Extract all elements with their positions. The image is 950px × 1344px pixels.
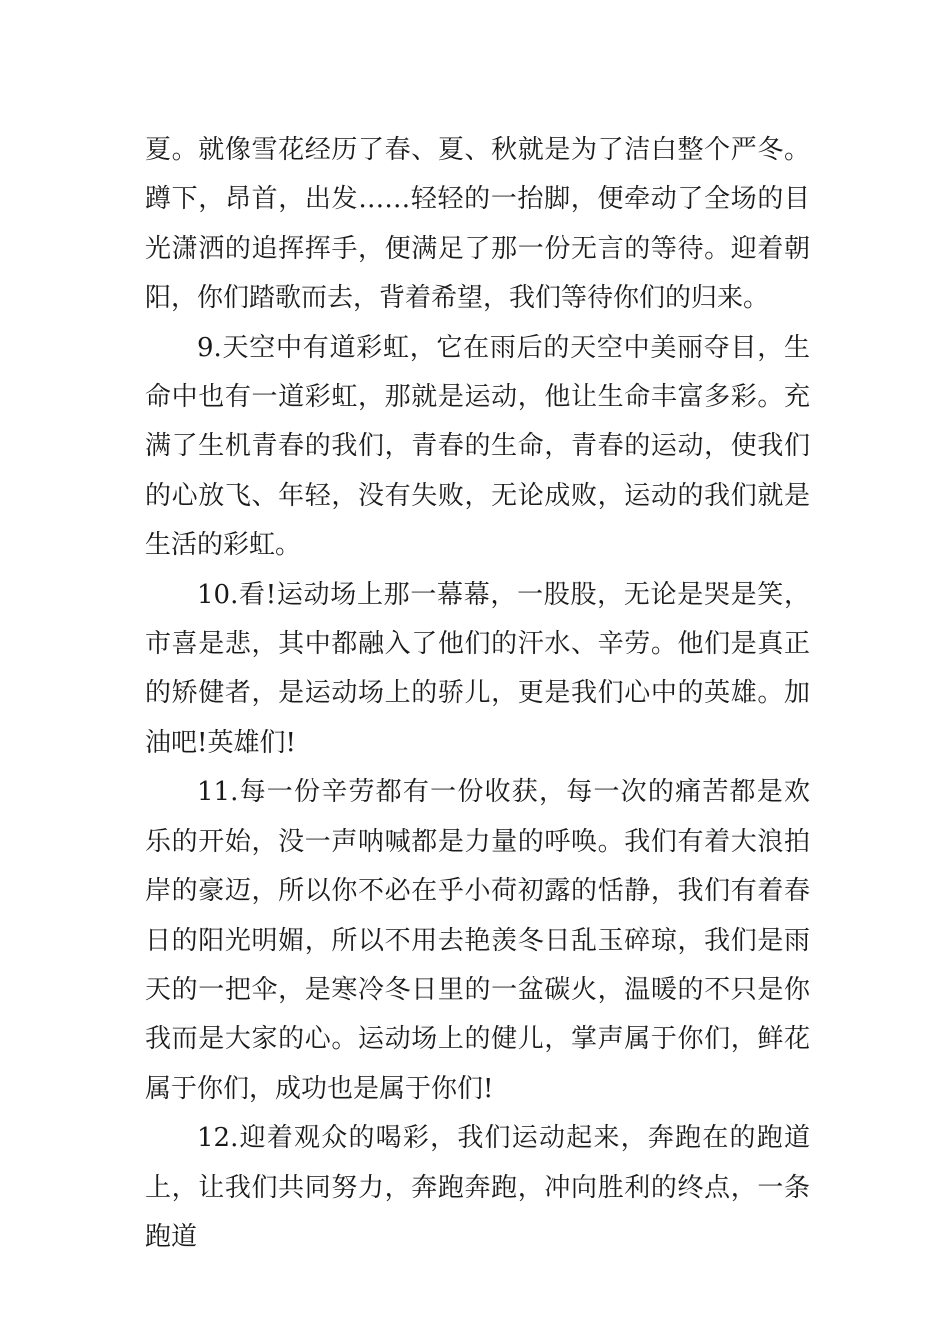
paragraph-continuation: 夏。就像雪花经历了春、夏、秋就是为了洁白整个严冬。蹲下，昂首，出发……轻轻的一抬脚，便牵动了全场的目光潇洒的追挥挥手，便满足了那一份无言的等待。迎着朝阳，你们踏歌而去，背着希望，我们等待你们的归来。 <box>145 135 810 314</box>
paragraph-item-11: 11.每一份辛劳都有一份收获，每一次的痛苦都是欢乐的开始，没一声呐喊都是力量的呼唤。我们有着大浪拍岸的豪迈，所以你不必在乎小荷初露的恬静，我们有着春日的阳光明媚，所以不用去艳羡冬日乱玉碎琼，我们是雨天的一把伞，是寒冷冬日里的一盆碳火，温暖的不只是你我而是大家的心。运动场上的健儿，掌声属于你们，鲜花属于你们，成功也是属于你们! <box>145 777 810 1104</box>
paragraph-item-9: 9.天空中有道彩虹，它在雨后的天空中美丽夺目，生命中也有一道彩虹，那就是运动，他让生命丰富多彩。充满了生机青春的我们，青春的生命，青春的运动，使我们的心放飞、年轻，没有失败，无论成败，运动的我们就是生活的彩虹。 <box>145 332 810 561</box>
paragraph-item-12: 12.迎着观众的喝彩，我们运动起来，奔跑在的跑道上，让我们共同努力，奔跑奔跑，冲向胜利的终点，一条跑道 <box>145 1123 810 1252</box>
document-body <box>145 126 810 1262</box>
paragraph-item-10: 10.看!运动场上那一幕幕，一股股，无论是哭是笑，市喜是悲，其中都融入了他们的汗水、辛劳。他们是真正的矫健者，是运动场上的骄儿，更是我们心中的英雄。加油吧!英雄们! <box>145 579 810 758</box>
